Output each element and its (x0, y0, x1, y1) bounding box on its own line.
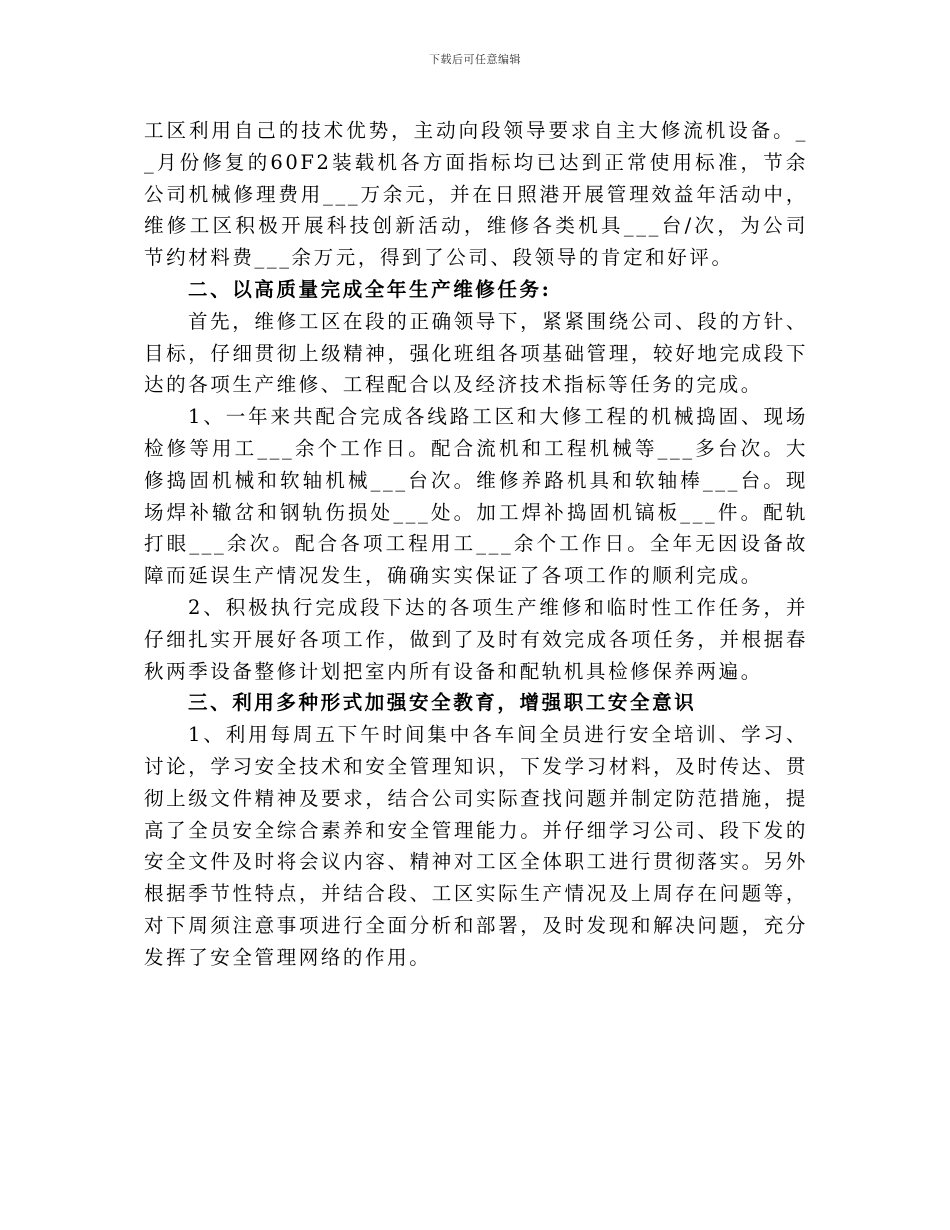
paragraph-leadership: 首先，维修工区在段的正确领导下，紧紧围绕公司、段的方针、目标，仔细贯彻上级精神，强化班组各项基础管理，较好地完成段下达的各项生产维修、工程配合以及经济技术指标等任务的完成。 (144, 309, 808, 397)
paragraph-safety-training: 1、利用每周五下午时间集中各车间全员进行安全培训、学习、讨论，学习安全技术和安全管理知识，下发学习材料，及时传达、贯彻上级文件精神及要求，结合公司实际查找问题并制定防范措施，提高了全员安全综合素养和安全管理能力。并仔细学习公司、段下发的安全文件及时将会议内容、精神对工区全体职工进行贯彻落实。另外根据季节性特点，并结合段、工区实际生产情况及上周存在问题等，对下周须注意事项进行全面分析和部署，及时发现和解决问题，充分发挥了安全管理网络的作用。 (144, 723, 808, 969)
paragraph-maintenance-overhaul: 工区利用自己的技术优势，主动向段领导要求自主大修流机设备。__月份修复的60F2装载机各方面指标均已达到正常使用标准，节余公司机械修理费用___万余元，并在日照港开展管理效益年活动中，维修工区积极开展科技创新活动，维修各类机具___台/次，为公司节约材料费___余万元，得到了公司、段领导的肯定和好评。 (144, 119, 808, 270)
page-header-note: 下载后可任意编辑 (429, 53, 521, 66)
paragraph-item-2-tasks: 2、积极执行完成段下达的各项生产维修和临时性工作任务，并仔细扎实开展好各项工作，做到了及时有效完成各项任务，并根据春秋两季设备整修计划把室内所有设备和配轨机具检修保养两遍。 (144, 595, 808, 683)
section-heading-safety-education: 三、利用多种形式加强安全教育，增强职工安全意识 (188, 691, 697, 715)
paragraph-item-1-workdays: 1、一年来共配合完成各线路工区和大修工程的机械捣固、现场检修等用工___余个工作日。配合流机和工程机械等___多台次。大修捣固机械和软轴机械___台次。维修养路机具和软轴棒___台。现场焊补辙岔和钢轨伤损处___处。加工焊补捣固机镐板___件。配轨打眼___余次。配合各项工程用工___余个工作日。全年无因设备故障而延误生产情况发生，确确实实保证了各项工作的顺利完成。 (144, 405, 808, 588)
section-heading-production-tasks: 二、以高质量完成全年生产维修任务: (188, 277, 552, 301)
document-body (144, 115, 808, 974)
